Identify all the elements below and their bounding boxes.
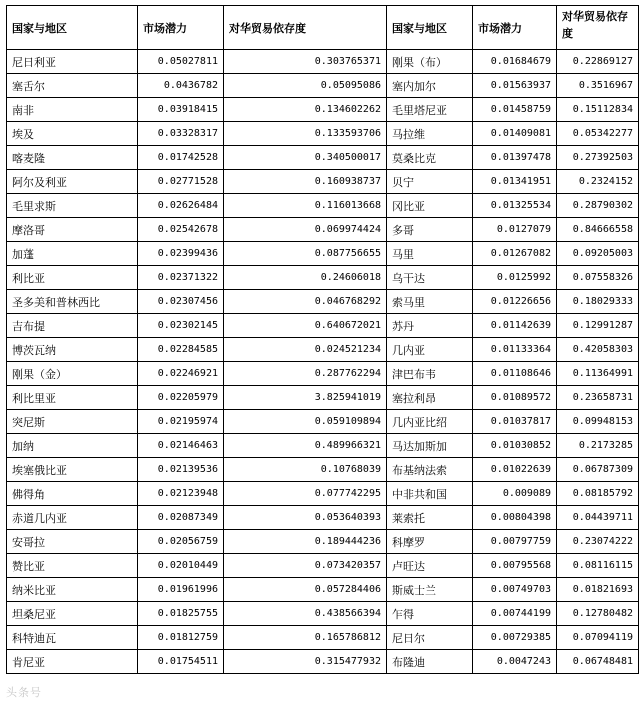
cell-market-potential-right: 0.0125992: [473, 266, 557, 290]
cell-market-potential-left: 0.02010449: [138, 554, 224, 578]
cell-market-potential-right: 0.00797759: [473, 530, 557, 554]
cell-market-potential-left: 0.01754511: [138, 650, 224, 674]
cell-market-potential-right: 0.01341951: [473, 170, 557, 194]
table-row: [7, 386, 639, 410]
table-row: [7, 122, 639, 146]
header-country-right: 国家与地区: [387, 6, 473, 50]
cell-country-left: 圣多美和普林西比: [7, 290, 138, 314]
cell-country-left: 赞比亚: [7, 554, 138, 578]
cell-trade-dependence-right: 0.09205003: [557, 242, 639, 266]
cell-country-right: 多哥: [387, 218, 473, 242]
cell-country-left: 毛里求斯: [7, 194, 138, 218]
cell-country-left: 塞舌尔: [7, 74, 138, 98]
table-body: [7, 50, 639, 674]
cell-market-potential-left: 0.02399436: [138, 242, 224, 266]
cell-country-right: 乍得: [387, 602, 473, 626]
cell-country-left: 喀麦隆: [7, 146, 138, 170]
header-trade-dependence-right: 对华贸易依存度: [557, 6, 639, 50]
cell-country-left: 坦桑尼亚: [7, 602, 138, 626]
cell-market-potential-right: 0.01133364: [473, 338, 557, 362]
cell-trade-dependence-left: 0.133593706: [224, 122, 387, 146]
cell-trade-dependence-left: 0.024521234: [224, 338, 387, 362]
table-row: [7, 74, 639, 98]
cell-market-potential-left: 0.02284585: [138, 338, 224, 362]
table-row: [7, 362, 639, 386]
cell-market-potential-left: 0.05027811: [138, 50, 224, 74]
cell-country-left: 安哥拉: [7, 530, 138, 554]
cell-market-potential-left: 0.01812759: [138, 626, 224, 650]
cell-country-right: 塞内加尔: [387, 74, 473, 98]
cell-country-left: 突尼斯: [7, 410, 138, 434]
cell-market-potential-right: 0.01226656: [473, 290, 557, 314]
cell-market-potential-left: 0.01961996: [138, 578, 224, 602]
cell-market-potential-right: 0.01108646: [473, 362, 557, 386]
cell-market-potential-left: 0.02371322: [138, 266, 224, 290]
table-row: [7, 290, 639, 314]
cell-country-right: 莱索托: [387, 506, 473, 530]
cell-country-right: 苏丹: [387, 314, 473, 338]
trade-dependence-table: [6, 5, 639, 674]
cell-country-left: 肯尼亚: [7, 650, 138, 674]
cell-country-right: 斯威士兰: [387, 578, 473, 602]
cell-country-left: 埃塞俄比亚: [7, 458, 138, 482]
cell-trade-dependence-right: 0.18029333: [557, 290, 639, 314]
cell-trade-dependence-left: 0.073420357: [224, 554, 387, 578]
cell-market-potential-right: 0.01037817: [473, 410, 557, 434]
cell-country-right: 马里: [387, 242, 473, 266]
table-row: [7, 626, 639, 650]
cell-market-potential-right: 0.01030852: [473, 434, 557, 458]
cell-market-potential-left: 0.03328317: [138, 122, 224, 146]
cell-market-potential-left: 0.02246921: [138, 362, 224, 386]
cell-trade-dependence-right: 0.06748481: [557, 650, 639, 674]
watermark: 头条号: [6, 686, 42, 699]
cell-trade-dependence-right: 0.07558326: [557, 266, 639, 290]
table-row: [7, 50, 639, 74]
cell-trade-dependence-left: 0.053640393: [224, 506, 387, 530]
cell-country-left: 埃及: [7, 122, 138, 146]
cell-trade-dependence-left: 0.077742295: [224, 482, 387, 506]
table-row: [7, 146, 639, 170]
cell-country-left: 摩洛哥: [7, 218, 138, 242]
cell-country-right: 马达加斯加: [387, 434, 473, 458]
cell-market-potential-right: 0.01563937: [473, 74, 557, 98]
cell-country-right: 布基纳法索: [387, 458, 473, 482]
cell-trade-dependence-right: 0.27392503: [557, 146, 639, 170]
cell-market-potential-right: 0.01142639: [473, 314, 557, 338]
cell-country-right: 卢旺达: [387, 554, 473, 578]
cell-trade-dependence-left: 0.165786812: [224, 626, 387, 650]
cell-trade-dependence-left: 0.134602262: [224, 98, 387, 122]
cell-trade-dependence-left: 0.057284406: [224, 578, 387, 602]
cell-trade-dependence-right: 0.01821693: [557, 578, 639, 602]
cell-market-potential-right: 0.01458759: [473, 98, 557, 122]
header-row: [7, 6, 639, 50]
cell-market-potential-right: 0.00795568: [473, 554, 557, 578]
cell-trade-dependence-right: 0.12991287: [557, 314, 639, 338]
table-row: [7, 170, 639, 194]
cell-trade-dependence-left: 0.189444236: [224, 530, 387, 554]
cell-trade-dependence-left: 0.24606018: [224, 266, 387, 290]
cell-trade-dependence-right: 0.07094119: [557, 626, 639, 650]
cell-trade-dependence-right: 0.23658731: [557, 386, 639, 410]
cell-country-left: 尼日利亚: [7, 50, 138, 74]
cell-trade-dependence-right: 0.08116115: [557, 554, 639, 578]
table-row: [7, 410, 639, 434]
cell-country-right: 索马里: [387, 290, 473, 314]
cell-trade-dependence-left: 0.160938737: [224, 170, 387, 194]
table-row: [7, 242, 639, 266]
cell-country-left: 科特迪瓦: [7, 626, 138, 650]
table-row: [7, 482, 639, 506]
cell-country-left: 利比亚: [7, 266, 138, 290]
cell-market-potential-right: 0.01022639: [473, 458, 557, 482]
cell-market-potential-right: 0.00744199: [473, 602, 557, 626]
cell-country-right: 几内亚比绍: [387, 410, 473, 434]
cell-market-potential-left: 0.01825755: [138, 602, 224, 626]
cell-country-right: 科摩罗: [387, 530, 473, 554]
cell-trade-dependence-right: 0.08185792: [557, 482, 639, 506]
cell-trade-dependence-left: 0.303765371: [224, 50, 387, 74]
cell-country-left: 利比里亚: [7, 386, 138, 410]
cell-trade-dependence-right: 0.12780482: [557, 602, 639, 626]
header-market-potential-left: 市场潜力: [138, 6, 224, 50]
cell-market-potential-right: 0.01325534: [473, 194, 557, 218]
cell-market-potential-left: 0.02542678: [138, 218, 224, 242]
cell-market-potential-right: 0.0047243: [473, 650, 557, 674]
cell-market-potential-right: 0.00729385: [473, 626, 557, 650]
cell-country-right: 冈比亚: [387, 194, 473, 218]
cell-country-left: 纳米比亚: [7, 578, 138, 602]
cell-country-left: 佛得角: [7, 482, 138, 506]
cell-trade-dependence-left: 0.287762294: [224, 362, 387, 386]
cell-trade-dependence-left: 0.438566394: [224, 602, 387, 626]
table-row: [7, 602, 639, 626]
cell-trade-dependence-left: 0.05095086: [224, 74, 387, 98]
cell-country-left: 加纳: [7, 434, 138, 458]
cell-trade-dependence-left: 0.340500017: [224, 146, 387, 170]
cell-market-potential-left: 0.02123948: [138, 482, 224, 506]
table-row: [7, 314, 639, 338]
table-row: [7, 194, 639, 218]
cell-market-potential-left: 0.02087349: [138, 506, 224, 530]
cell-country-right: 塞拉利昂: [387, 386, 473, 410]
cell-country-left: 加蓬: [7, 242, 138, 266]
table-row: [7, 530, 639, 554]
cell-trade-dependence-right: 0.3516967: [557, 74, 639, 98]
cell-trade-dependence-left: 0.069974424: [224, 218, 387, 242]
cell-market-potential-right: 0.009089: [473, 482, 557, 506]
cell-trade-dependence-right: 0.05342277: [557, 122, 639, 146]
cell-country-right: 尼日尔: [387, 626, 473, 650]
cell-country-right: 莫桑比克: [387, 146, 473, 170]
cell-market-potential-right: 0.0127079: [473, 218, 557, 242]
cell-trade-dependence-right: 0.11364991: [557, 362, 639, 386]
cell-country-right: 布隆迪: [387, 650, 473, 674]
cell-market-potential-left: 0.03918415: [138, 98, 224, 122]
cell-market-potential-left: 0.02302145: [138, 314, 224, 338]
header-trade-dependence-left: 对华贸易依存度: [224, 6, 387, 50]
cell-trade-dependence-left: 0.116013668: [224, 194, 387, 218]
cell-trade-dependence-right: 0.22869127: [557, 50, 639, 74]
table-row: [7, 98, 639, 122]
cell-trade-dependence-right: 0.84666558: [557, 218, 639, 242]
cell-market-potential-right: 0.01089572: [473, 386, 557, 410]
table-row: [7, 506, 639, 530]
cell-trade-dependence-left: 0.489966321: [224, 434, 387, 458]
cell-trade-dependence-right: 0.23074222: [557, 530, 639, 554]
cell-country-right: 乌干达: [387, 266, 473, 290]
cell-trade-dependence-left: 0.10768039: [224, 458, 387, 482]
cell-market-potential-left: 0.01742528: [138, 146, 224, 170]
cell-country-left: 阿尔及利亚: [7, 170, 138, 194]
header-market-potential-right: 市场潜力: [473, 6, 557, 50]
cell-market-potential-left: 0.02307456: [138, 290, 224, 314]
cell-market-potential-left: 0.02195974: [138, 410, 224, 434]
cell-country-left: 赤道几内亚: [7, 506, 138, 530]
cell-trade-dependence-right: 0.15112834: [557, 98, 639, 122]
cell-market-potential-left: 0.0436782: [138, 74, 224, 98]
table-row: [7, 458, 639, 482]
cell-country-left: 南非: [7, 98, 138, 122]
cell-market-potential-left: 0.02056759: [138, 530, 224, 554]
cell-trade-dependence-left: 0.315477932: [224, 650, 387, 674]
cell-market-potential-right: 0.00804398: [473, 506, 557, 530]
cell-trade-dependence-right: 0.2324152: [557, 170, 639, 194]
cell-market-potential-left: 0.02139536: [138, 458, 224, 482]
cell-trade-dependence-right: 0.09948153: [557, 410, 639, 434]
cell-trade-dependence-left: 0.640672021: [224, 314, 387, 338]
cell-country-right: 毛里塔尼亚: [387, 98, 473, 122]
cell-market-potential-left: 0.02146463: [138, 434, 224, 458]
cell-country-right: 马拉维: [387, 122, 473, 146]
cell-market-potential-right: 0.01409081: [473, 122, 557, 146]
cell-market-potential-left: 0.02205979: [138, 386, 224, 410]
cell-trade-dependence-right: 0.06787309: [557, 458, 639, 482]
cell-country-right: 几内亚: [387, 338, 473, 362]
cell-market-potential-left: 0.02771528: [138, 170, 224, 194]
cell-trade-dependence-left: 0.087756655: [224, 242, 387, 266]
cell-country-left: 刚果（金）: [7, 362, 138, 386]
cell-country-right: 刚果（布）: [387, 50, 473, 74]
cell-country-right: 中非共和国: [387, 482, 473, 506]
cell-market-potential-right: 0.00749703: [473, 578, 557, 602]
table-row: [7, 338, 639, 362]
cell-country-right: 津巴布韦: [387, 362, 473, 386]
table-row: [7, 578, 639, 602]
cell-country-left: 吉布提: [7, 314, 138, 338]
cell-market-potential-left: 0.02626484: [138, 194, 224, 218]
table-row: [7, 650, 639, 674]
cell-market-potential-right: 0.01684679: [473, 50, 557, 74]
cell-trade-dependence-right: 0.04439711: [557, 506, 639, 530]
cell-trade-dependence-right: 0.2173285: [557, 434, 639, 458]
cell-market-potential-right: 0.01267082: [473, 242, 557, 266]
table-row: [7, 434, 639, 458]
cell-market-potential-right: 0.01397478: [473, 146, 557, 170]
cell-trade-dependence-right: 0.42058303: [557, 338, 639, 362]
table-row: [7, 218, 639, 242]
cell-trade-dependence-left: 3.825941019: [224, 386, 387, 410]
table-row: [7, 266, 639, 290]
cell-country-right: 贝宁: [387, 170, 473, 194]
cell-trade-dependence-left: 0.046768292: [224, 290, 387, 314]
cell-country-left: 博茨瓦纳: [7, 338, 138, 362]
cell-trade-dependence-right: 0.28790302: [557, 194, 639, 218]
table-row: [7, 554, 639, 578]
cell-trade-dependence-left: 0.059109894: [224, 410, 387, 434]
header-country-left: 国家与地区: [7, 6, 138, 50]
